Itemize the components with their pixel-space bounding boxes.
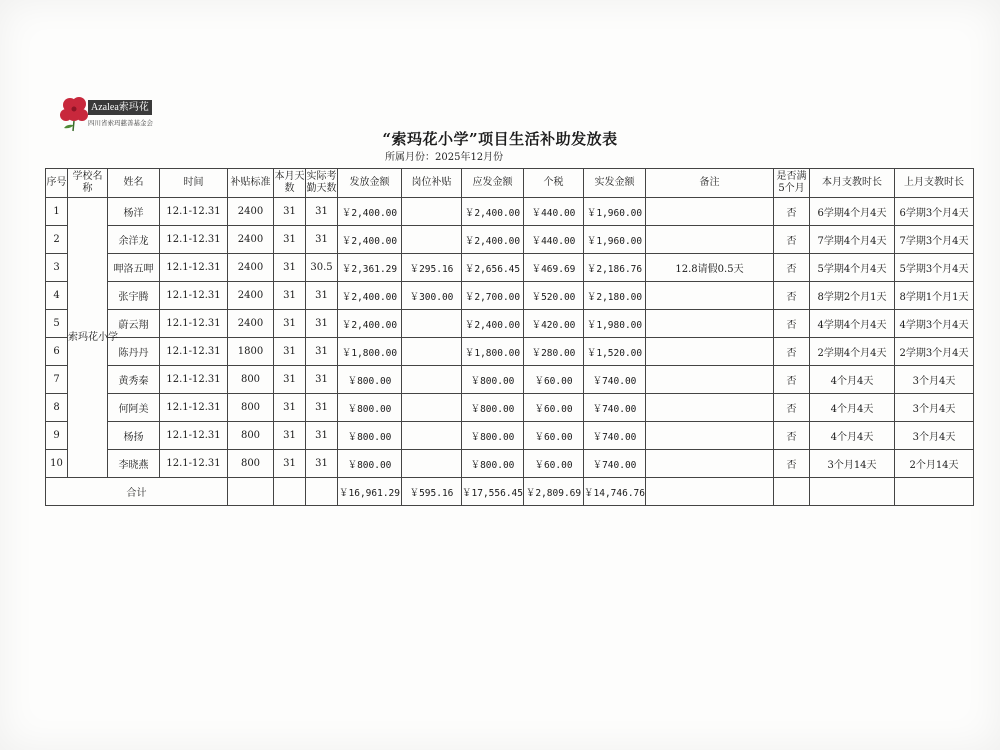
cell-days: 31 (274, 226, 306, 254)
cell-post (402, 226, 462, 254)
total-tax: ￥2,809.69 (524, 478, 584, 506)
school-name-cell: 索玛花小学 (68, 198, 108, 478)
cell-amount: ￥2,400.00 (338, 198, 402, 226)
cell-this-month: 4个月4天 (810, 394, 895, 422)
cell-full5: 否 (774, 282, 810, 310)
cell-tax: ￥420.00 (524, 310, 584, 338)
cell-amount: ￥1,800.00 (338, 338, 402, 366)
cell-seq: 10 (46, 450, 68, 478)
total-amount: ￥16,961.29 (338, 478, 402, 506)
cell-tax: ￥469.69 (524, 254, 584, 282)
cell-days: 31 (274, 366, 306, 394)
cell-actual: 31 (306, 310, 338, 338)
total-payable: ￥17,556.45 (462, 478, 524, 506)
cell-payable: ￥800.00 (462, 422, 524, 450)
cell-standard: 800 (228, 422, 274, 450)
cell-seq: 8 (46, 394, 68, 422)
logo-brand (88, 100, 152, 115)
cell-post (402, 450, 462, 478)
cell-payable: ￥2,656.45 (462, 254, 524, 282)
table-cell (774, 478, 810, 506)
logo-brand-cn: 索玛花 (118, 102, 149, 113)
cell-name: 蔚云翔 (108, 310, 160, 338)
cell-note (646, 394, 774, 422)
cell-payable: ￥2,700.00 (462, 282, 524, 310)
cell-name: 杨洋 (108, 198, 160, 226)
cell-days: 31 (274, 198, 306, 226)
logo-brand-en: Azalea (91, 102, 119, 113)
cell-seq: 3 (46, 254, 68, 282)
cell-amount: ￥2,361.29 (338, 254, 402, 282)
header-cell: 上月支教时长 (895, 169, 974, 198)
cell-amount: ￥2,400.00 (338, 282, 402, 310)
cell-note (646, 338, 774, 366)
cell-amount: ￥800.00 (338, 394, 402, 422)
cell-post (402, 198, 462, 226)
cell-seq: 1 (46, 198, 68, 226)
cell-seq: 5 (46, 310, 68, 338)
subsidy-table (45, 168, 974, 506)
cell-full5: 否 (774, 198, 810, 226)
cell-period: 12.1-12.31 (160, 450, 228, 478)
cell-name: 杨扬 (108, 422, 160, 450)
cell-actual: 31 (306, 450, 338, 478)
cell-name: 呷洛五呷 (108, 254, 160, 282)
cell-standard: 800 (228, 366, 274, 394)
cell-days: 31 (274, 254, 306, 282)
table-row (46, 282, 974, 310)
header-cell: 应发金额 (462, 169, 524, 198)
table-cell (895, 478, 974, 506)
cell-amount: ￥800.00 (338, 450, 402, 478)
cell-name: 李晓燕 (108, 450, 160, 478)
cell-post: ￥300.00 (402, 282, 462, 310)
table-row (46, 310, 974, 338)
total-label: 合计 (46, 478, 228, 506)
table-row (46, 338, 974, 366)
cell-period: 12.1-12.31 (160, 254, 228, 282)
cell-period: 12.1-12.31 (160, 310, 228, 338)
cell-actual: 31 (306, 366, 338, 394)
cell-net: ￥1,960.00 (584, 226, 646, 254)
header-cell: 实发金额 (584, 169, 646, 198)
cell-this-month: 6学期4个月4天 (810, 198, 895, 226)
cell-period: 12.1-12.31 (160, 394, 228, 422)
cell-note (646, 282, 774, 310)
cell-standard: 2400 (228, 198, 274, 226)
header-cell: 姓名 (108, 169, 160, 198)
cell-actual: 31 (306, 422, 338, 450)
cell-net: ￥2,180.00 (584, 282, 646, 310)
cell-tax: ￥60.00 (524, 394, 584, 422)
cell-standard: 2400 (228, 254, 274, 282)
azalea-flower-icon (58, 94, 92, 132)
cell-post (402, 310, 462, 338)
cell-note (646, 366, 774, 394)
cell-this-month: 5学期4个月4天 (810, 254, 895, 282)
header-cell: 序号 (46, 169, 68, 198)
cell-note: 12.8请假0.5天 (646, 254, 774, 282)
cell-this-month: 8学期2个月1天 (810, 282, 895, 310)
cell-last-month: 7学期3个月4天 (895, 226, 974, 254)
cell-full5: 否 (774, 310, 810, 338)
cell-last-month: 2个月14天 (895, 450, 974, 478)
cell-days: 31 (274, 282, 306, 310)
table-row (46, 198, 974, 226)
cell-period: 12.1-12.31 (160, 422, 228, 450)
month-label: 所属月份：2025年12月份 (385, 152, 504, 163)
cell-days: 31 (274, 310, 306, 338)
cell-full5: 否 (774, 254, 810, 282)
total-net: ￥14,746.76 (584, 478, 646, 506)
cell-post (402, 394, 462, 422)
cell-days: 31 (274, 422, 306, 450)
cell-name: 黄秀秦 (108, 366, 160, 394)
cell-standard: 2400 (228, 282, 274, 310)
header-cell: 补贴标准 (228, 169, 274, 198)
total-post: ￥595.16 (402, 478, 462, 506)
cell-standard: 800 (228, 394, 274, 422)
header-cell: 时间 (160, 169, 228, 198)
cell-days: 31 (274, 394, 306, 422)
cell-payable: ￥2,400.00 (462, 226, 524, 254)
table-cell (306, 478, 338, 506)
cell-net: ￥740.00 (584, 394, 646, 422)
cell-last-month: 6学期3个月4天 (895, 198, 974, 226)
header-row (46, 169, 974, 198)
cell-standard: 2400 (228, 226, 274, 254)
cell-seq: 9 (46, 422, 68, 450)
cell-tax: ￥520.00 (524, 282, 584, 310)
cell-note (646, 422, 774, 450)
cell-period: 12.1-12.31 (160, 366, 228, 394)
cell-note (646, 450, 774, 478)
cell-last-month: 8学期1个月1天 (895, 282, 974, 310)
cell-tax: ￥280.00 (524, 338, 584, 366)
table-cell (228, 478, 274, 506)
cell-full5: 否 (774, 450, 810, 478)
cell-net: ￥740.00 (584, 422, 646, 450)
cell-name: 陈丹丹 (108, 338, 160, 366)
cell-seq: 6 (46, 338, 68, 366)
cell-net: ￥740.00 (584, 366, 646, 394)
cell-seq: 4 (46, 282, 68, 310)
cell-payable: ￥800.00 (462, 366, 524, 394)
cell-days: 31 (274, 338, 306, 366)
header-cell: 备注 (646, 169, 774, 198)
table-row (46, 226, 974, 254)
header-cell: 本月天数 (274, 169, 306, 198)
cell-full5: 否 (774, 226, 810, 254)
cell-post (402, 366, 462, 394)
cell-last-month: 3个月4天 (895, 366, 974, 394)
cell-full5: 否 (774, 366, 810, 394)
cell-payable: ￥800.00 (462, 450, 524, 478)
document-title: “索玛花小学”项目生活补助发放表 (382, 130, 618, 148)
cell-this-month: 3个月14天 (810, 450, 895, 478)
table-row (46, 422, 974, 450)
table-cell (274, 478, 306, 506)
cell-actual: 31 (306, 226, 338, 254)
cell-last-month: 5学期3个月4天 (895, 254, 974, 282)
header-cell: 学校名称 (68, 169, 108, 198)
table-row (46, 366, 974, 394)
table-cell (646, 478, 774, 506)
cell-net: ￥1,980.00 (584, 310, 646, 338)
cell-note (646, 310, 774, 338)
cell-actual: 31 (306, 394, 338, 422)
cell-period: 12.1-12.31 (160, 338, 228, 366)
cell-this-month: 4个月4天 (810, 422, 895, 450)
cell-net: ￥740.00 (584, 450, 646, 478)
cell-this-month: 4个月4天 (810, 366, 895, 394)
logo-org: 四川省索玛慈善基金会 (88, 119, 153, 127)
cell-tax: ￥60.00 (524, 366, 584, 394)
cell-amount: ￥800.00 (338, 366, 402, 394)
cell-note (646, 226, 774, 254)
cell-standard: 1800 (228, 338, 274, 366)
table-row (46, 254, 974, 282)
cell-seq: 2 (46, 226, 68, 254)
cell-payable: ￥2,400.00 (462, 198, 524, 226)
cell-full5: 否 (774, 394, 810, 422)
cell-tax: ￥60.00 (524, 422, 584, 450)
header-cell: 是否满5个月 (774, 169, 810, 198)
cell-full5: 否 (774, 422, 810, 450)
cell-name: 何阿美 (108, 394, 160, 422)
cell-seq: 7 (46, 366, 68, 394)
header-cell: 发放金额 (338, 169, 402, 198)
cell-actual: 31 (306, 282, 338, 310)
cell-this-month: 7学期4个月4天 (810, 226, 895, 254)
header-cell: 个税 (524, 169, 584, 198)
cell-days: 31 (274, 450, 306, 478)
cell-amount: ￥2,400.00 (338, 226, 402, 254)
cell-payable: ￥800.00 (462, 394, 524, 422)
cell-standard: 800 (228, 450, 274, 478)
cell-payable: ￥1,800.00 (462, 338, 524, 366)
cell-payable: ￥2,400.00 (462, 310, 524, 338)
cell-last-month: 3个月4天 (895, 422, 974, 450)
cell-actual: 31 (306, 198, 338, 226)
cell-name: 张宇腾 (108, 282, 160, 310)
cell-post (402, 338, 462, 366)
header-cell: 实际考勤天数 (306, 169, 338, 198)
cell-last-month: 4学期3个月4天 (895, 310, 974, 338)
cell-amount: ￥2,400.00 (338, 310, 402, 338)
cell-actual: 30.5 (306, 254, 338, 282)
cell-amount: ￥800.00 (338, 422, 402, 450)
total-row (46, 478, 974, 506)
cell-net: ￥1,520.00 (584, 338, 646, 366)
cell-post: ￥295.16 (402, 254, 462, 282)
cell-net: ￥1,960.00 (584, 198, 646, 226)
cell-post (402, 422, 462, 450)
cell-tax: ￥60.00 (524, 450, 584, 478)
table-row (46, 394, 974, 422)
cell-period: 12.1-12.31 (160, 226, 228, 254)
table-cell (810, 478, 895, 506)
table-row (46, 450, 974, 478)
cell-standard: 2400 (228, 310, 274, 338)
cell-tax: ￥440.00 (524, 198, 584, 226)
cell-net: ￥2,186.76 (584, 254, 646, 282)
cell-full5: 否 (774, 338, 810, 366)
cell-note (646, 198, 774, 226)
cell-tax: ￥440.00 (524, 226, 584, 254)
cell-last-month: 2学期3个月4天 (895, 338, 974, 366)
cell-actual: 31 (306, 338, 338, 366)
header-cell: 岗位补贴 (402, 169, 462, 198)
cell-this-month: 4学期4个月4天 (810, 310, 895, 338)
cell-period: 12.1-12.31 (160, 198, 228, 226)
header-cell: 本月支教时长 (810, 169, 895, 198)
cell-last-month: 3个月4天 (895, 394, 974, 422)
cell-this-month: 2学期4个月4天 (810, 338, 895, 366)
cell-period: 12.1-12.31 (160, 282, 228, 310)
cell-name: 余洋龙 (108, 226, 160, 254)
